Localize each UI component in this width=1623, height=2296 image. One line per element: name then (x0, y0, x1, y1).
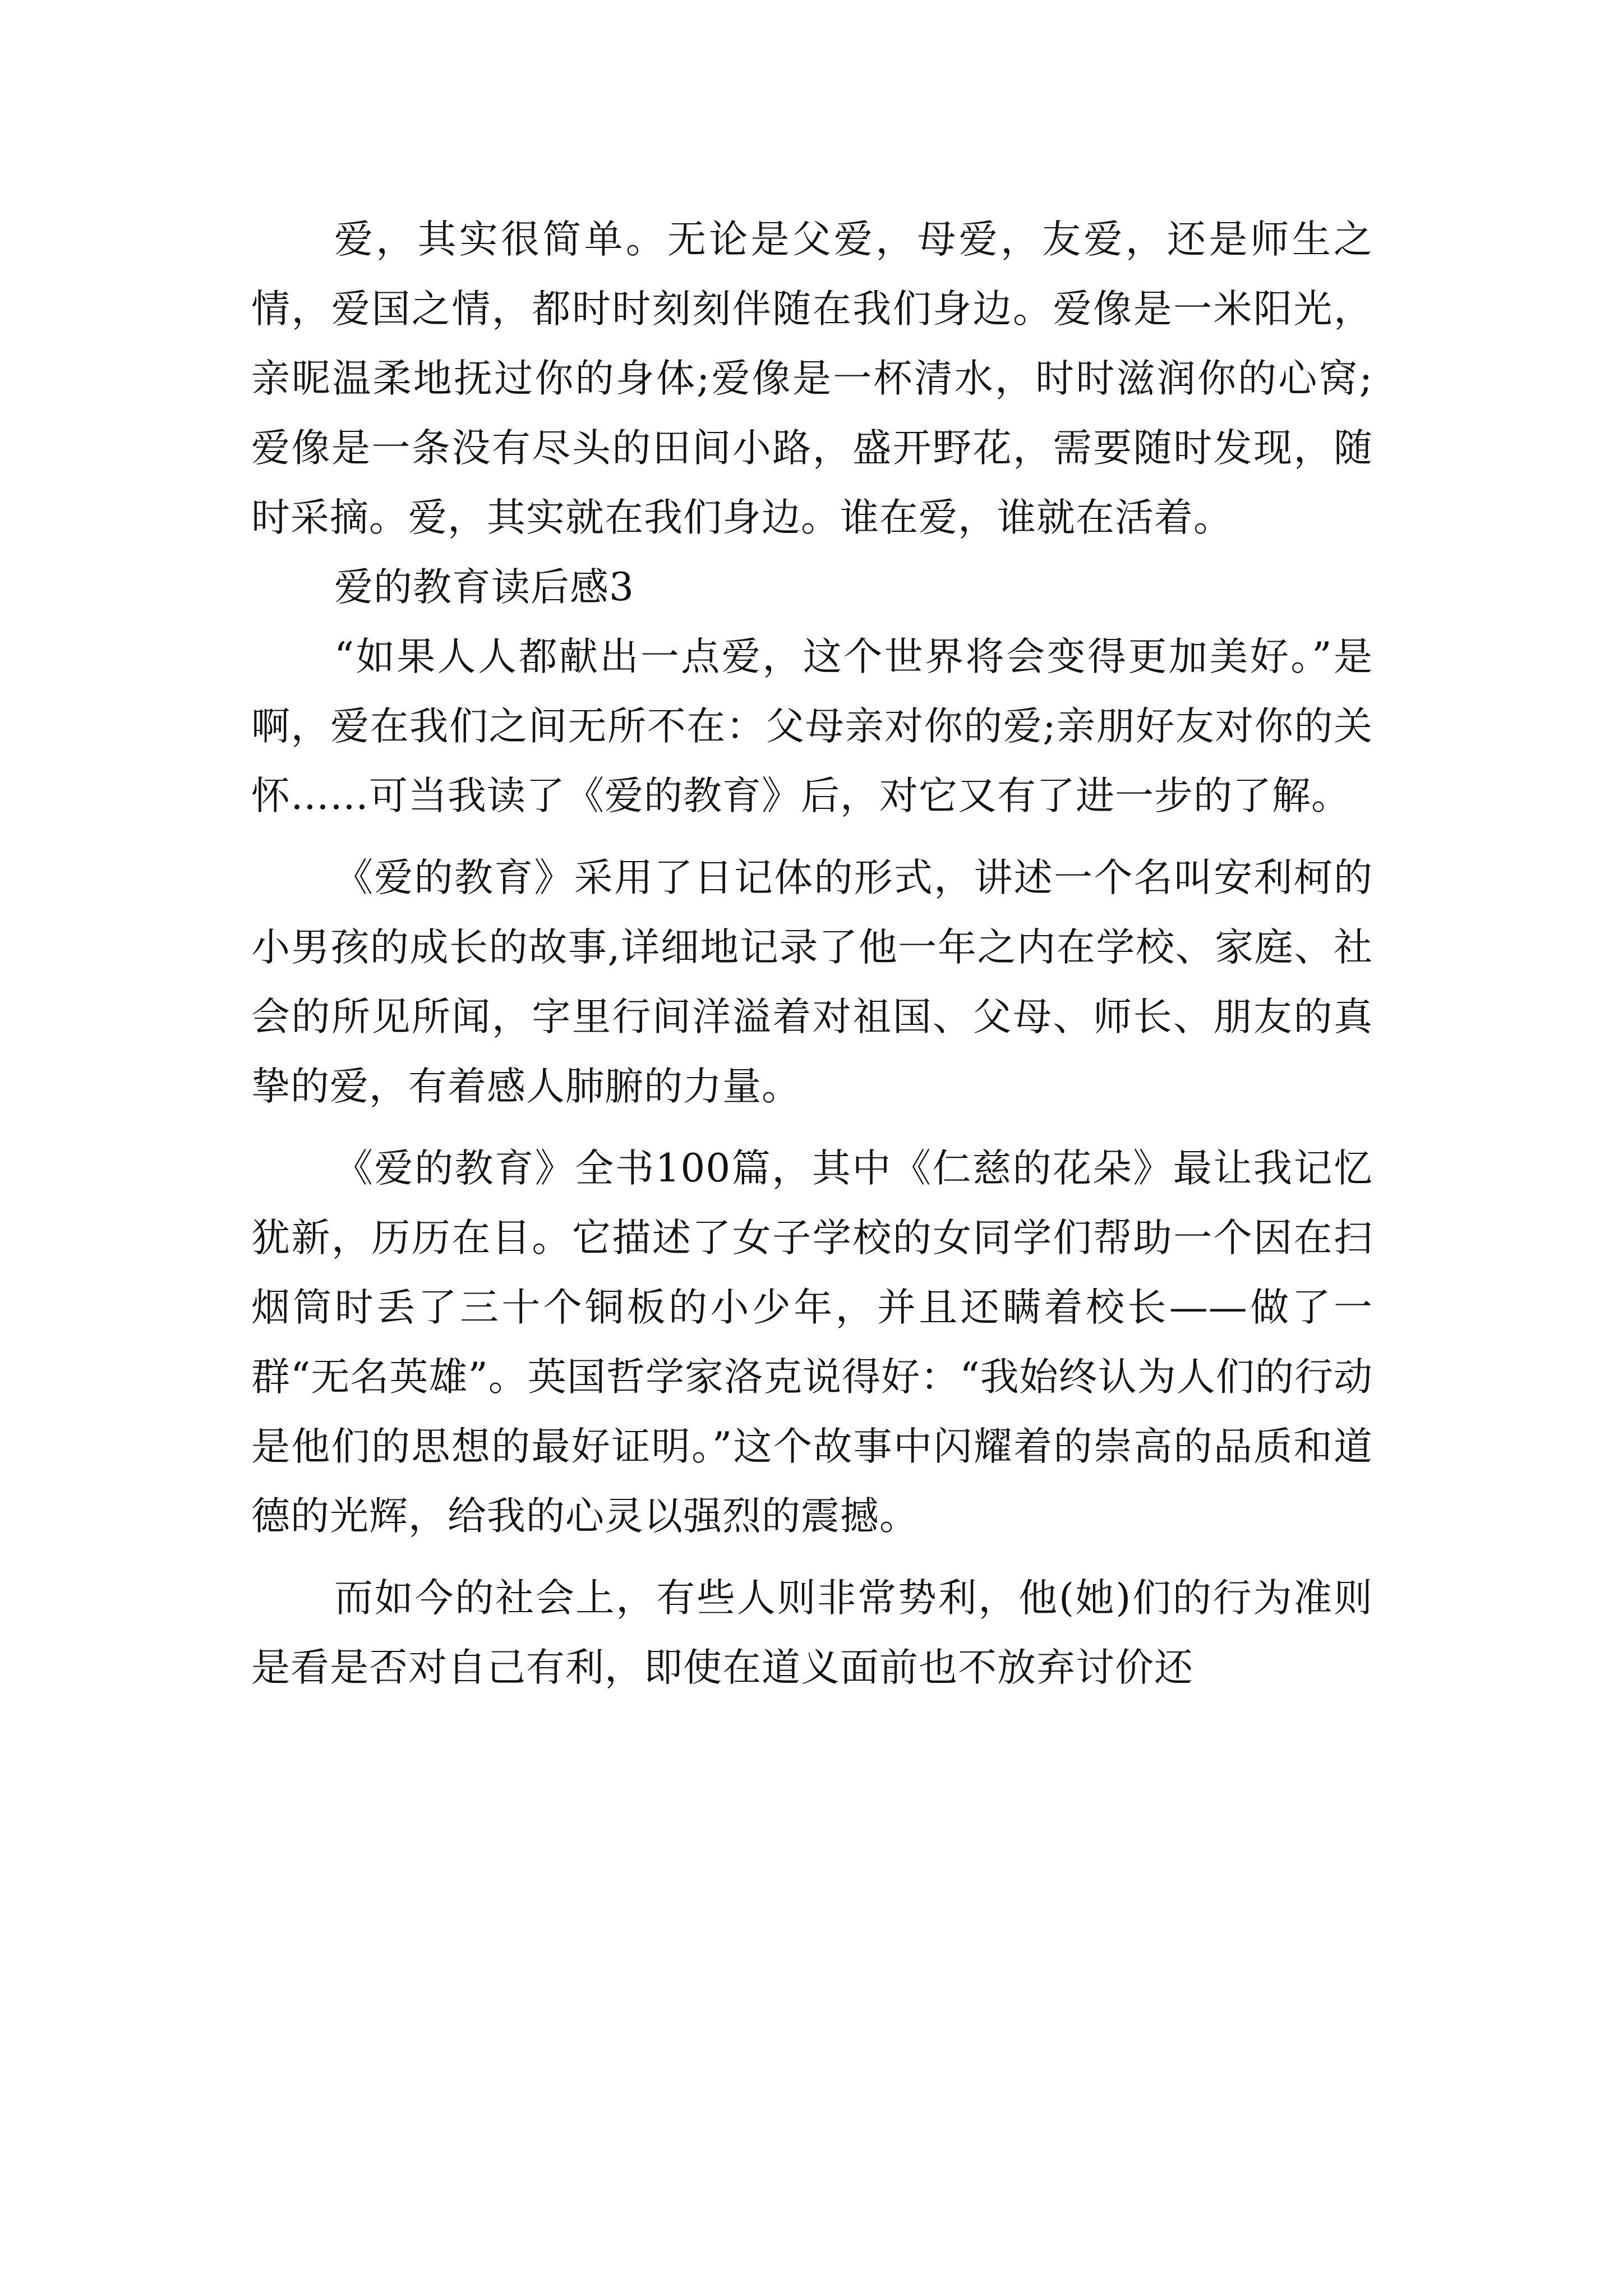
paragraph-love-is-simple: 爱，其实很简单。无论是父爱，母爱，友爱，还是师生之情，爱国之情，都时时刻刻伴随在我们身边。爱像是一米阳光，亲昵温柔地抚过你的身体;爱像是一杯清水，时时滋润你的心窝;爱像是一条没有尽头的田间小路，盛开野花，需要随时发现，随时采摘。爱，其实就在我们身边。谁在爱，谁就在活着。 (251, 217, 1373, 540)
paragraph-quote: “如果人人都献出一点爱，这个世界将会变得更加美好。”是啊，爱在我们之间无所不在：父母亲对你的爱;亲朋好友对你的关怀……可当我读了《爱的教育》后，对它又有了进一步的了解。 (251, 634, 1373, 818)
paragraph-society: 而如今的社会上，有些人则非常势利，他(她)们的行为准则是看是否对自己有利，即使在道义面前也不放弃讨价还 (251, 1576, 1373, 1690)
paragraph-book-intro: 《爱的教育》采用了日记体的形式，讲述一个名叫安利柯的小男孩的成长的故事,详细地记录了他一年之内在学校、家庭、社会的所见所闻，字里行间洋溢着对祖国、父母、师长、朋友的真挚的爱，有着感人肺腑的力量。 (251, 855, 1373, 1109)
paragraph-flowers-story: 《爱的教育》全书100篇，其中《仁慈的花朵》最让我记忆犹新，历历在目。它描述了女子学校的女同学们帮助一个因在扫烟筒时丢了三十个铜板的小少年，并且还瞒着校长——做了一群“无名英雄”。英国哲学家洛克说得好：“我始终认为人们的行动是他们的思想的最好证明。”这个故事中闪耀着的崇高的品质和道德的光辉，给我的心灵以强烈的震撼。 (251, 1146, 1373, 1539)
document-body (251, 205, 1373, 1703)
section-heading: 爱的教育读后感3 (334, 565, 634, 610)
